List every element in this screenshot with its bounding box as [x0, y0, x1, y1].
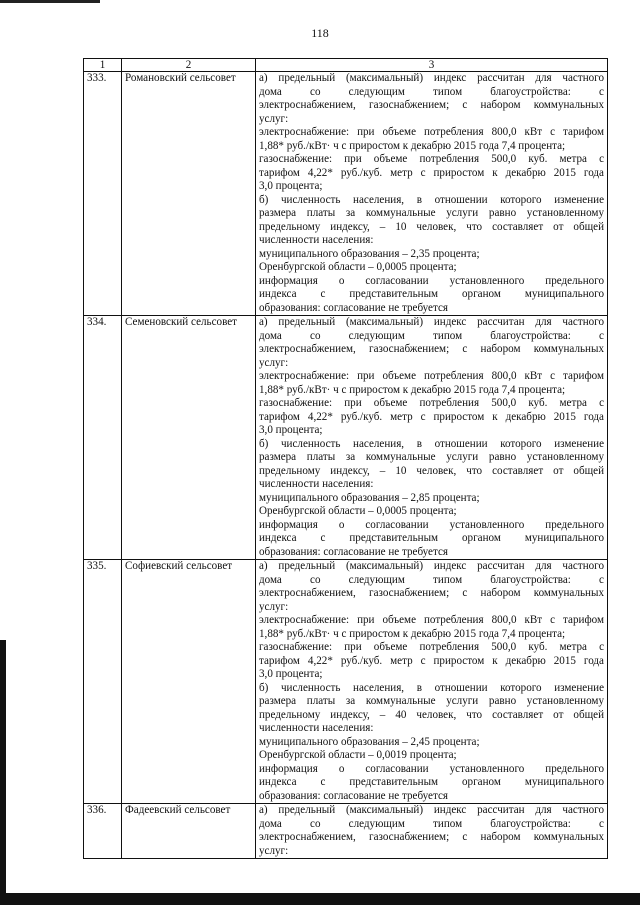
description-line: услуг: [259, 844, 289, 857]
description-line: муниципального образования – 2,45 процента; [259, 735, 480, 748]
description-line: дома со следующим типом благоустройства: с [259, 573, 604, 586]
table-row [84, 72, 608, 316]
description-line: индекса с представительным органом муниципального [259, 532, 604, 544]
description-line: а) предельный (максимальный) индекс рассчитан для частного [259, 560, 604, 572]
description-line: 3,0 процента; [259, 668, 323, 680]
description-line: 1,88* руб./кВт· ч с приростом к декабрю 2015 года 7,4 процента; [259, 383, 566, 396]
row-number: 334. [84, 316, 122, 560]
description-line: образования: согласование не требуется [259, 301, 448, 314]
description-line: электроснабжением, газоснабжением; с набором коммунальных [259, 343, 604, 355]
description-line: газоснабжение: при объеме потребления 500,0 куб. метра с [259, 397, 604, 409]
description-line: индекса с представительным органом муниципального [259, 288, 604, 300]
row-number: 336. [84, 804, 122, 859]
description-line: б) численность населения, в отношении которого изменение [259, 681, 604, 694]
index-description [256, 316, 608, 560]
description-line: образования: согласование не требуется [259, 789, 448, 802]
description-line: а) предельный (максимальный) индекс рассчитан для частного [259, 72, 604, 84]
index-description [256, 560, 608, 804]
description-line: электроснабжение: при объеме потребления 800,0 кВт с тарифом [259, 126, 604, 138]
description-line: образования: согласование не требуется [259, 545, 448, 558]
description-line: дома со следующим типом благоустройства: с [259, 329, 604, 342]
description-line: Оренбургской области – 0,0005 процента; [259, 505, 457, 517]
description-line: 1,88* руб./кВт· ч с приростом к декабрю 2015 года 7,4 процента; [259, 627, 566, 640]
settlement-name: Софиевский сельсовет [122, 560, 256, 804]
table-row [84, 560, 608, 804]
header-col-2: 2 [122, 59, 256, 72]
description-line: муниципального образования – 2,85 процента; [259, 491, 480, 504]
description-line: услуг: [259, 600, 289, 613]
description-line: размера платы за коммунальные услуги равно установленному [259, 695, 604, 707]
page-number: 118 [311, 26, 329, 40]
description-line: тарифом 4,22* руб./куб. метр с приростом к декабрю 2015 года [259, 654, 604, 667]
description-line: размера платы за коммунальные услуги равно установленному [259, 207, 604, 219]
description-line: а) предельный (максимальный) индекс рассчитан для частного [259, 804, 604, 816]
scan-edge-bottom [0, 893, 640, 905]
description-line: численности населения: [259, 478, 374, 490]
table-row [84, 316, 608, 560]
scan-edge-top [0, 0, 100, 3]
settlement-name: Фадеевский сельсовет [122, 804, 256, 859]
header-col-3: 3 [256, 59, 608, 72]
description-line: электроснабжение: при объеме потребления 800,0 кВт с тарифом [259, 370, 604, 382]
description-line: б) численность населения, в отношении которого изменение [259, 193, 604, 206]
description-line: информация о согласовании установленного предельного [259, 518, 604, 531]
description-line: предельному индексу, – 40 человек, что составляет от общей [259, 708, 604, 721]
settlement-name: Романовский сельсовет [122, 72, 256, 316]
description-line: Оренбургской области – 0,0019 процента; [259, 749, 457, 761]
description-line: информация о согласовании установленного предельного [259, 274, 604, 287]
description-line: предельному индексу, – 10 человек, что составляет от общей [259, 220, 604, 233]
description-line: электроснабжением, газоснабжением; с набором коммунальных [259, 587, 604, 599]
description-line: электроснабжением, газоснабжением; с набором коммунальных [259, 99, 604, 111]
description-line: электроснабжением, газоснабжением; с набором коммунальных [259, 831, 604, 843]
header-row [84, 59, 608, 72]
table-body [84, 72, 608, 859]
index-description [256, 72, 608, 316]
description-line: дома со следующим типом благоустройства: с [259, 817, 604, 830]
description-line: услуг: [259, 356, 289, 369]
description-line: численности населения: [259, 722, 374, 734]
row-number: 335. [84, 560, 122, 804]
description-line: газоснабжение: при объеме потребления 500,0 куб. метра с [259, 153, 604, 165]
description-line: дома со следующим типом благоустройства: с [259, 85, 604, 98]
index-description [256, 804, 608, 859]
row-number: 333. [84, 72, 122, 316]
description-line: б) численность населения, в отношении которого изменение [259, 437, 604, 450]
description-line: услуг: [259, 112, 289, 125]
description-line: индекса с представительным органом муниципального [259, 776, 604, 788]
scan-edge-left [0, 640, 6, 905]
description-line: информация о согласовании установленного предельного [259, 762, 604, 775]
description-line: 3,0 процента; [259, 424, 323, 436]
description-line: размера платы за коммунальные услуги равно установленному [259, 451, 604, 463]
description-line: газоснабжение: при объеме потребления 500,0 куб. метра с [259, 641, 604, 653]
description-line: 1,88* руб./кВт· ч с приростом к декабрю 2015 года 7,4 процента; [259, 139, 566, 152]
table-row [84, 804, 608, 859]
header-col-1: 1 [84, 59, 122, 72]
description-line: 3,0 процента; [259, 180, 323, 192]
description-line: предельному индексу, – 10 человек, что составляет от общей [259, 464, 604, 477]
description-line: тарифом 4,22* руб./куб. метр с приростом к декабрю 2015 года [259, 410, 604, 423]
document-table [83, 58, 608, 859]
settlement-name: Семеновский сельсовет [122, 316, 256, 560]
description-line: муниципального образования – 2,35 процента; [259, 247, 480, 260]
description-line: тарифом 4,22* руб./куб. метр с приростом к декабрю 2015 года [259, 166, 604, 179]
description-line: Оренбургской области – 0,0005 процента; [259, 261, 457, 273]
description-line: численности населения: [259, 234, 374, 246]
description-line: а) предельный (максимальный) индекс рассчитан для частного [259, 316, 604, 328]
description-line: электроснабжение: при объеме потребления 800,0 кВт с тарифом [259, 614, 604, 626]
